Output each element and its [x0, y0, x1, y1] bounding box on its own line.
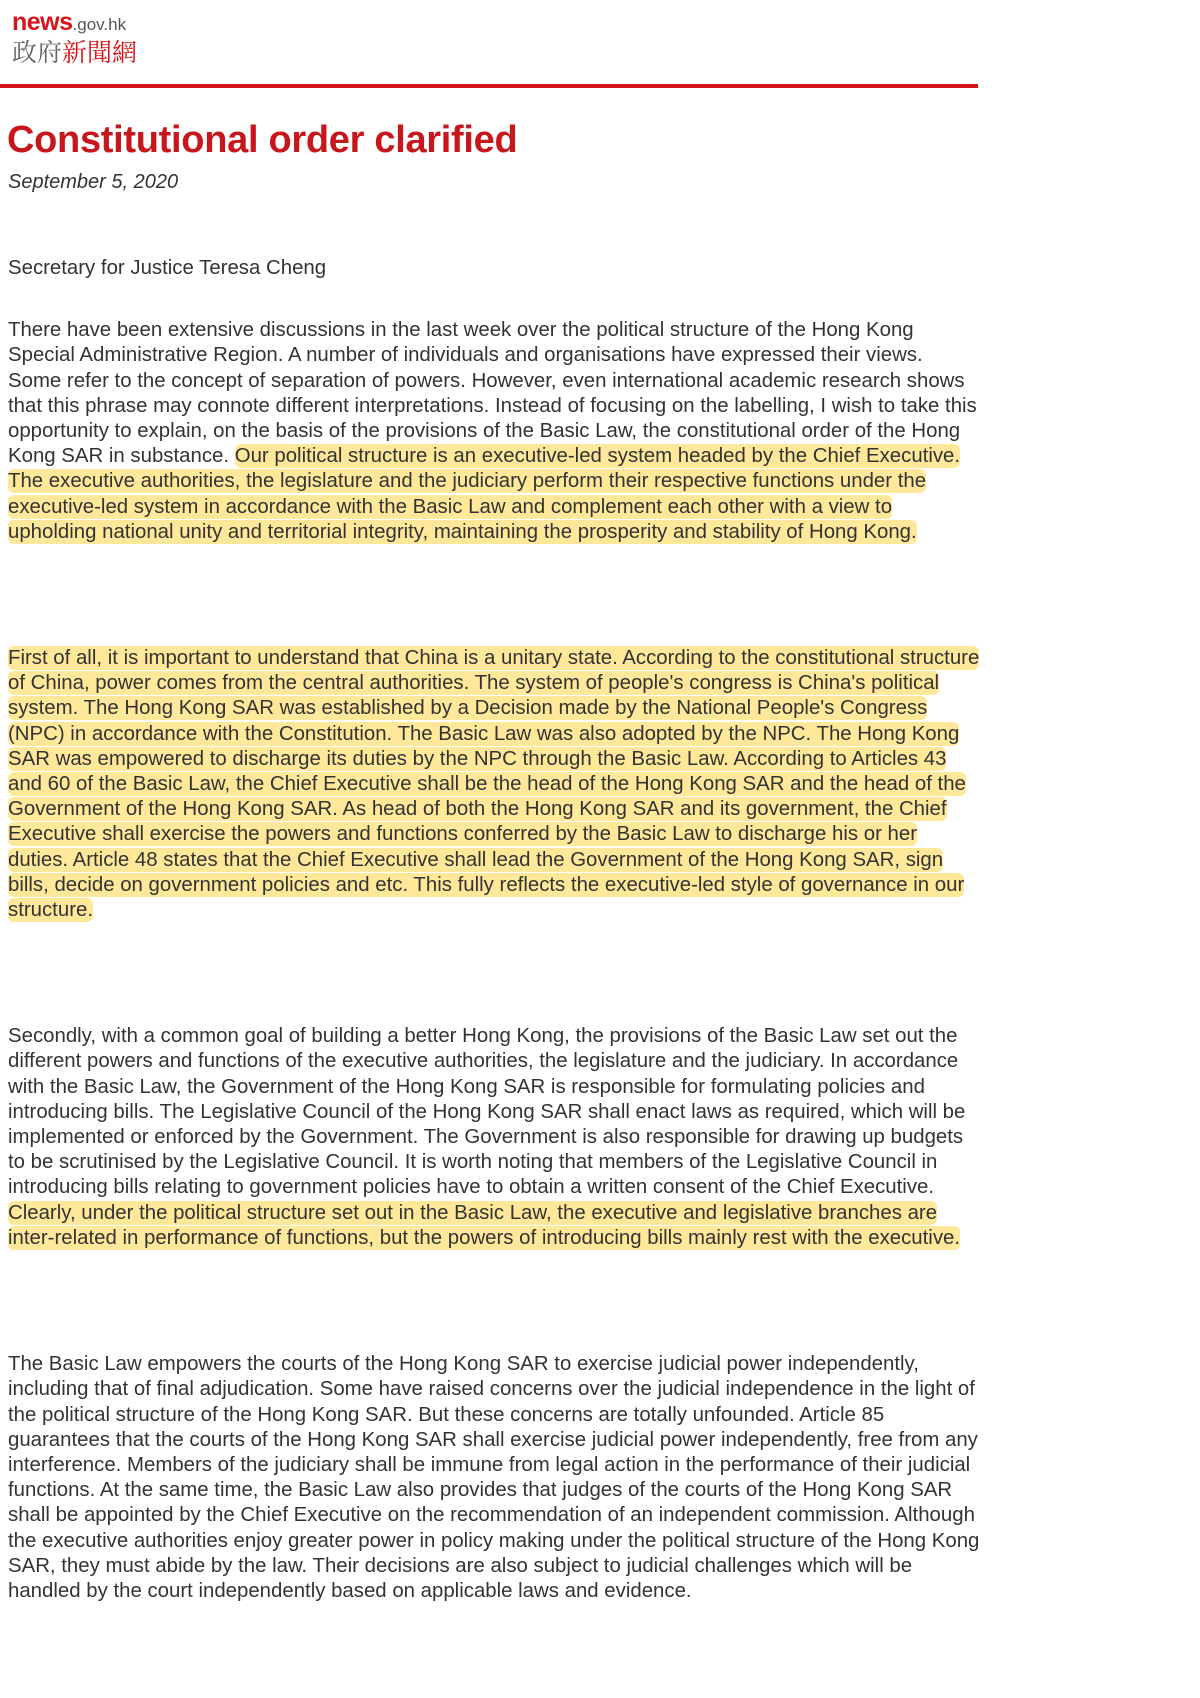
- logo-wordmark: [12, 8, 172, 36]
- logo-chinese-name: [12, 38, 172, 68]
- logo-news-text: news: [12, 8, 73, 36]
- article-paragraph-2: [8, 646, 980, 923]
- paragraph-2-highlight: First of all, it is important to understand that China is a unitary state. According to the constitutional structure of China, power comes from the central authorities. The system of people's congress is China's political system. The Hong Kong SAR was established by a Decision made by the National People's Congress (NPC) in accordance with the Constitution. The Basic Law was also adopted by the NPC. The Hong Kong SAR was empowered to discharge its duties by the NPC through the Basic Law. According to Articles 43 and 60 of the Basic Law, the Chief Executive shall be the head of the Hong Kong SAR and the head of the Government of the Hong Kong SAR. As head of both the Hong Kong SAR and its government, the Chief Executive shall exercise the powers and functions conferred by the Basic Law to discharge his or her duties. Article 48 states that the Chief Executive shall lead the Government of the Hong Kong SAR, sign bills, decide on government policies and etc. This fully reflects the executive-led style of governance in our structure.: [8, 647, 980, 922]
- article-paragraph-1: [8, 318, 980, 545]
- paragraph-4-text: The Basic Law empowers the courts of the Hong Kong SAR to exercise judicial power independently, including that of final adjudication. Some have raised concerns over the judicial independence in the light of the political structure of the Hong Kong SAR. But these concerns are totally unfounded. Article 85 guarantees that the courts of the Hong Kong SAR shall exercise judicial power independently, free from any interference. Members of the judiciary shall be immune from legal action in the performance of their judicial functions. At the same time, the Basic Law also provides that judges of the courts of the Hong Kong SAR shall be appointed by the Chief Executive on the recommendation of an independent commission. Although the executive authorities enjoy greater power in policy making under the political structure of the Hong Kong SAR, they must abide by the law. Their decisions are also subject to judicial challenges which will be handled by the court independently based on applicable laws and evidence.: [8, 1353, 980, 1602]
- site-logo[interactable]: [12, 8, 172, 68]
- logo-chinese-red: 新聞網: [62, 38, 138, 67]
- article-paragraph-3: [8, 1024, 980, 1251]
- paragraph-1-highlight: Our political structure is an executive-led system headed by the Chief Executive. The executive authorities, the legislature and the judiciary perform their respective functions under the executive-led system in accordance with the Basic Law and complement each other with a view to upholding national unity and territorial integrity, maintaining the prosperity and stability of Hong Kong.: [8, 445, 961, 543]
- article-paragraph-4: [8, 1352, 980, 1604]
- paragraph-1-text: There have been extensive discussions in the last week over the political structure of the Hong Kong Special Administrative Region. A number of individuals and organisations have expressed their views. Some refer to the concept of separation of powers. However, even international academic research shows that this phrase may connote different interpretations. Instead of focusing on the labelling, I wish to take this opportunity to explain, on the basis of the provisions of the Basic Law, the constitutional order of the Hong Kong SAR in substance.: [8, 319, 977, 468]
- article-body: [8, 256, 980, 1604]
- header-divider: [0, 84, 978, 88]
- article-date: September 5, 2020: [8, 171, 179, 193]
- paragraph-3-text: Secondly, with a common goal of building a better Hong Kong, the provisions of the Basic Law set out the different powers and functions of the executive authorities, the legislature and the judiciary. In accordance with the Basic Law, the Government of the Hong Kong SAR is responsible for formulating policies and introducing bills. The Legislative Council of the Hong Kong SAR shall enact laws as required, which will be implemented or enforced by the Government. The Government is also responsible for drawing up budgets to be scrutinised by the Legislative Council. It is worth noting that members of the Legislative Council in introducing bills relating to government policies have to obtain a written consent of the Chief Executive.: [8, 1025, 966, 1199]
- logo-domain-text: .gov.hk: [72, 15, 127, 34]
- paragraph-3-highlight: Clearly, under the political structure set out in the Basic Law, the executive and legislative branches are inter-related in performance of functions, but the powers of introducing bills mainly rest with the executive.: [8, 1201, 961, 1249]
- article-title: Constitutional order clarified: [7, 119, 518, 161]
- article-byline: Secretary for Justice Teresa Cheng: [8, 257, 327, 279]
- logo-chinese-grey: 政府: [12, 38, 63, 67]
